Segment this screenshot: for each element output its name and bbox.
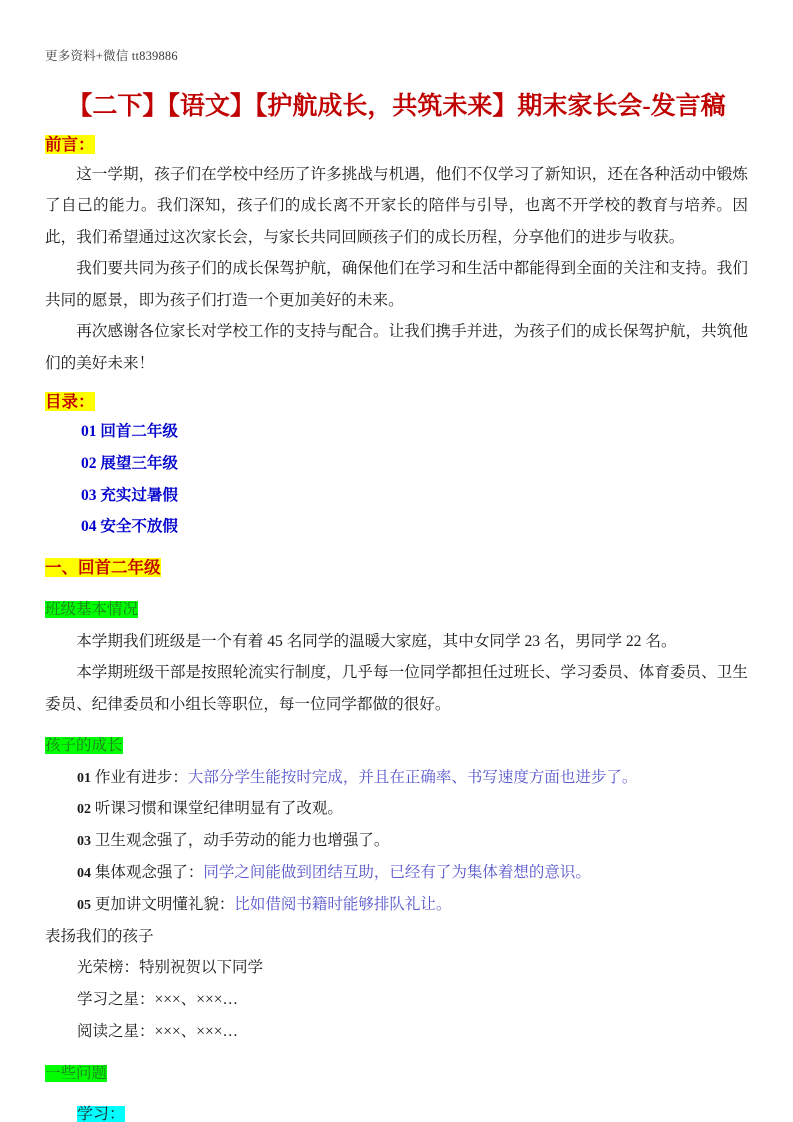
subheading-child-growth: 孩子的成长 (45, 737, 123, 755)
growth-item-01-text: 作业有进步： (94, 768, 188, 786)
subheading-problems-line (45, 1059, 748, 1089)
toc-heading: 目录： (45, 392, 95, 412)
subheading-some-problems: 一些问题 (45, 1064, 108, 1082)
praise-line-reading-star: 阅读之星：×××、×××… (77, 1022, 238, 1040)
growth-item-01 (45, 762, 748, 794)
subheading-growth-line (45, 731, 748, 761)
toc-item-01[interactable]: 01 回首二年级 (81, 422, 178, 440)
growth-item-03-text: 卫生观念强了，动手劳动的能力也增强了。 (94, 832, 390, 850)
document-content (45, 0, 748, 1122)
toc-item-04[interactable]: 04 安全不放假 (81, 518, 178, 536)
growth-item-02-text: 听课习惯和课堂纪律明显有了改观。 (94, 800, 343, 818)
toc-list (45, 416, 748, 543)
toc-heading-line (45, 390, 748, 416)
class-paragraph-2: 本学期班级干部是按照轮流实行制度，几乎每一位同学都担任过班长、学习委员、体育委员、卫生委员、纪律委员和小组长等职位，每一位同学都做的很好。 (45, 664, 748, 713)
preface-paragraph-2: 我们要共同为孩子们的成长保驾护航，确保他们在学习和生活中都能得到全面的关注和支持。我们共同的愿景，即为孩子们打造一个更加美好的未来。 (45, 260, 748, 309)
header-watermark: 更多资料+微信 tt839886 (45, 49, 178, 63)
growth-item-05 (45, 889, 748, 921)
growth-list (45, 762, 748, 921)
section-one-heading: 一、回首二年级 (45, 558, 161, 578)
subheading-class-basics: 班级基本情况 (45, 601, 139, 619)
growth-item-04-text: 集体观念强了： (94, 863, 204, 881)
subheading-class-line (45, 595, 748, 625)
growth-item-01-accent: 大部分学生能按时完成，并且在正确率、书写速度方面也进步了。 (187, 768, 638, 786)
growth-item-02 (45, 793, 748, 825)
praise-line-study-star: 学习之星：×××、×××… (77, 991, 238, 1009)
growth-item-03-number: 03 (77, 834, 91, 850)
growth-item-01-number: 01 (77, 770, 91, 786)
problem-label-study: 学习： (77, 1105, 126, 1122)
growth-item-05-accent: 比如借阅书籍时能够排队礼让。 (234, 895, 452, 913)
preface-heading: 前言： (45, 135, 95, 154)
growth-item-04 (45, 857, 748, 889)
growth-item-04-accent: 同学之间能做到团结互助，已经有了为集体着想的意识。 (203, 863, 591, 881)
page-title: 【二下】【语文】【护航成长，共筑未来】期末家长会-发言稿 (67, 92, 726, 120)
preface-paragraph-1: 这一学期，孩子们在学校中经历了许多挑战与机遇，他们不仅学习了新知识，还在各种活动中锻炼了自己的能力。我们深知，孩子们的成长离不开家长的陪伴与引导，也离不开学校的教育与培养。因此，我们希望通过这次家长会，与家长共同回顾孩子们的成长历程，分享他们的进步与收获。 (45, 165, 748, 246)
toc-item-02[interactable]: 02 展望三年级 (81, 454, 178, 472)
growth-item-05-text: 更加讲文明懂礼貌： (94, 895, 235, 913)
praise-title: 表扬我们的孩子 (45, 927, 154, 945)
growth-item-05-number: 05 (77, 897, 91, 913)
preface-paragraph-3: 再次感谢各位家长对学校工作的支持与配合。让我们携手并进，为孩子们的成长保驾护航，共筑他们的美好未来！ (45, 323, 748, 372)
toc-item-03[interactable]: 03 充实过暑假 (81, 486, 178, 504)
section-one-heading-line (45, 554, 748, 584)
growth-item-04-number: 04 (77, 865, 91, 881)
praise-line-honor-roll: 光荣榜：特别祝贺以下同学 (77, 959, 264, 977)
growth-item-02-number: 02 (77, 802, 91, 818)
class-paragraph-1: 本学期我们班级是一个有着 45 名同学的温暖大家庭，其中女同学 23 名，男同学 22 名。 (76, 632, 677, 650)
problem-label-line (45, 1100, 748, 1122)
preface-heading-line (45, 133, 748, 159)
growth-item-03 (45, 825, 748, 857)
